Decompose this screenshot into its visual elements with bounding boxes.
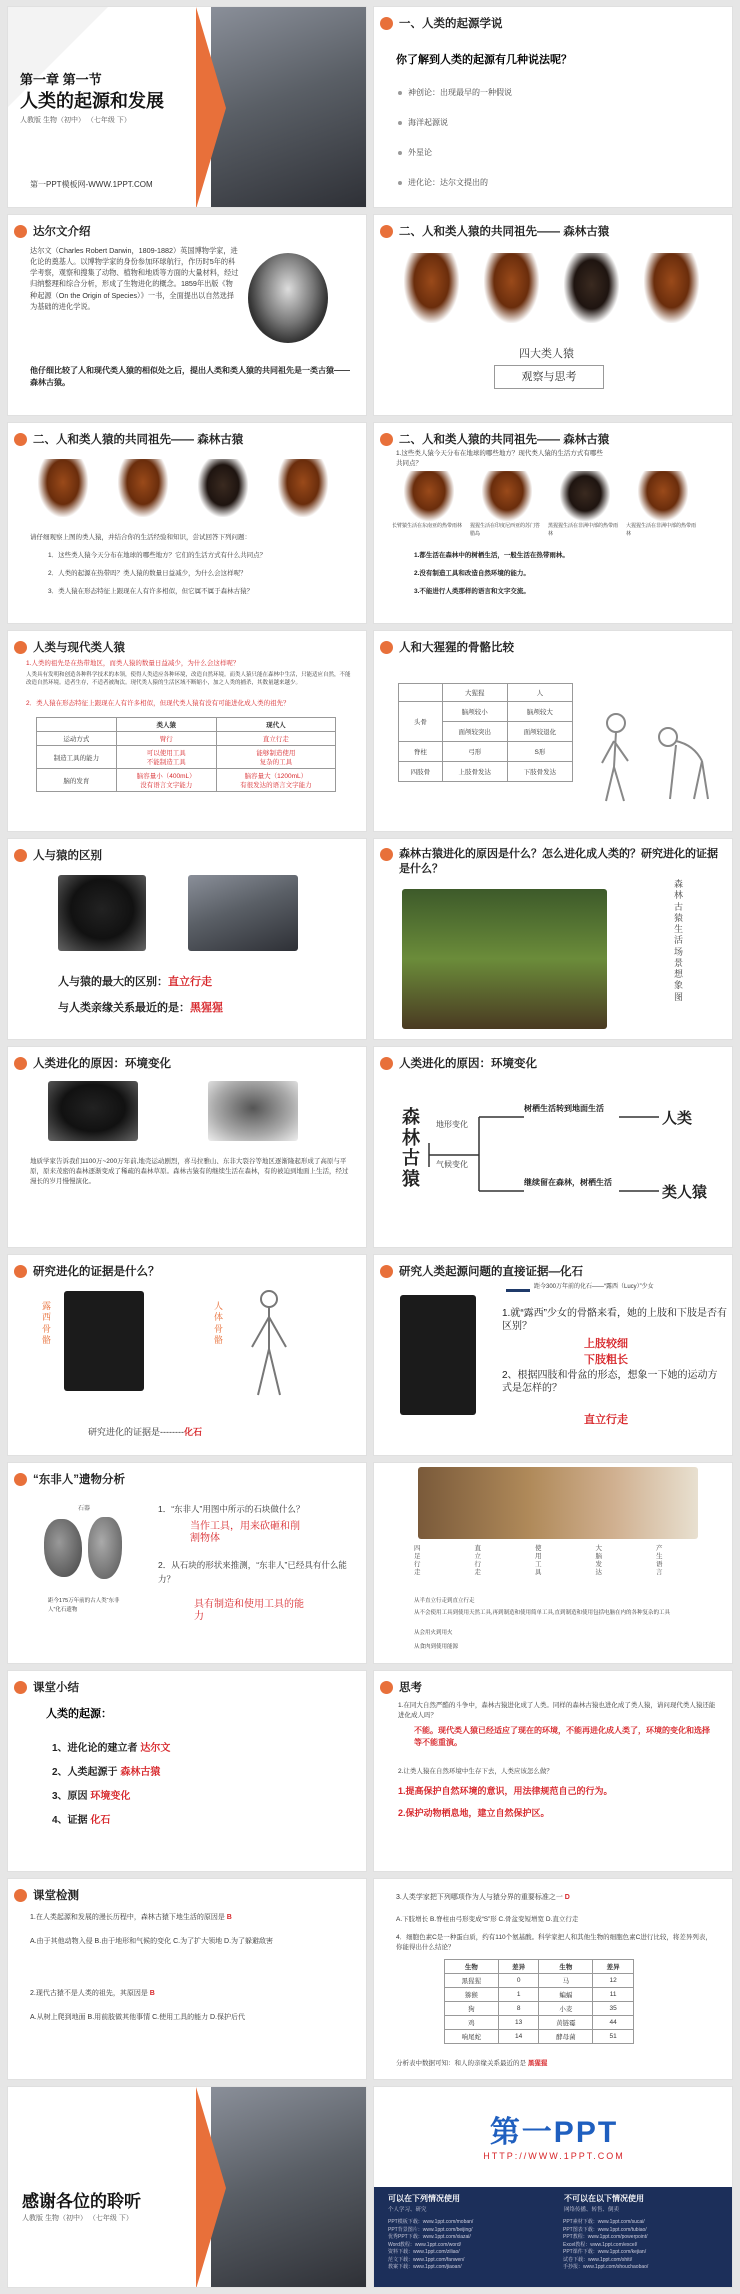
humans-result: 人类: [662, 1110, 693, 1127]
bullet-dot-icon: [14, 641, 27, 654]
man-photo: [188, 875, 298, 951]
slide-evolution-tree[interactable]: [373, 1046, 733, 1248]
slide-quiz-2[interactable]: [373, 1878, 733, 2080]
quiz-question-1: 1.在人类起源和发展的漫长历程中，森林古猿下地生活的原因是 B: [30, 1914, 232, 1921]
bullet-dot-icon: [14, 1057, 27, 1070]
climate-change: 气候变化: [436, 1160, 468, 1169]
quiz-question-2: 2.现代古猿不是人类的祖先，其原因是 B: [30, 1990, 155, 1997]
stone-tool-1: [44, 1519, 82, 1577]
slide-skeleton-compare[interactable]: [373, 630, 733, 832]
info-panel: [374, 2187, 733, 2288]
quiz-options-2: A.从树上爬到地面 B.用前肢做其他事情 C.使用工具的能力 D.保护后代: [30, 2014, 246, 2021]
analysis-answer: 黑猩猩: [527, 2060, 548, 2067]
answer-2: 1.提高保护自然环境的意识，用法律规范自己的行为。: [398, 1786, 613, 1796]
bullet-dot-icon: [380, 1265, 393, 1278]
relative-answer: 黑猩猩: [190, 1002, 223, 1014]
list-item: 神创论：出现最早的一种假说: [398, 87, 512, 98]
evidence-answer: 化石: [183, 1427, 202, 1437]
stage-label: 使用工具: [535, 1545, 542, 1577]
intro-text: 请仔细观察上图的类人猿，并结合你的生活经验和知识，尝试回答下列问题：: [30, 534, 251, 541]
slide-heading: 思考: [380, 1679, 422, 1695]
resource-link[interactable]: PPT教程：www.1ppt.com/powerpoint/: [563, 2234, 648, 2240]
ape-caption: 四大类人猿: [519, 348, 574, 360]
stage-note: 从食肉到使用能源: [414, 1644, 459, 1650]
stage-note: 从不会使用工具到使用天然工具,再到制造和使用简单工具,直到制造和使用包括电脑在内的各种复杂的工具: [414, 1610, 671, 1616]
lucy-label: 露西骨骼: [42, 1301, 52, 1345]
slide-heading: 研究进化的证据是什么？: [14, 1263, 160, 1279]
chimpanzee-image: [564, 253, 619, 323]
forbidden-text: 网络传播、转售、倒卖: [564, 2207, 620, 2213]
stage-label: 直立行走: [474, 1545, 481, 1577]
allowed-text: 个人学习、研究: [388, 2207, 427, 2213]
question-1: 1．“东非人”用图中所示的石块做什么？: [158, 1504, 305, 1514]
human-label: 人体骨骼: [214, 1301, 224, 1345]
orangutan-image: [118, 459, 168, 517]
slide-heading: 二、人和类人猿的共同祖先—— 森林古猿: [14, 431, 243, 447]
question-2: 2、根据四肢和骨盆的形态，想象一下她的运动方式是怎样的？: [502, 1370, 718, 1394]
quiz-question-3: 3.人类学家把下列哪项作为人与猿分界的重要标准之一 D: [396, 1894, 570, 1901]
slide-evidence[interactable]: [7, 1254, 367, 1456]
answer-1: 1.都生活在森林中的树栖生活，一般生活在热带雨林。: [414, 552, 569, 559]
slide-heading: 课堂小结: [14, 1679, 79, 1695]
street-photo: [211, 2087, 366, 2288]
resource-link[interactable]: 教案下载：www.1ppt.com/jiaoan/: [388, 2264, 462, 2270]
stage-label: 大脑发达: [595, 1545, 602, 1577]
orangutan-image: [484, 253, 539, 323]
stage-labels: [414, 1545, 664, 1578]
summary-subtitle: 人类的起源：: [46, 1708, 112, 1720]
chimpanzee-photo: [58, 875, 146, 951]
chimpanzee-image: [198, 459, 248, 517]
slide-heading: 人和大猩猩的骨骼比较: [380, 639, 514, 655]
subtitle: 人教版 生物（初中） （七年级 下）: [22, 2215, 133, 2222]
slide-heading: 二、人和类人猿的共同祖先—— 森林古猿: [380, 431, 609, 447]
site-url[interactable]: HTTP://WWW.1PPT.COM: [483, 2151, 625, 2161]
gorilla-image: [644, 253, 699, 323]
subtitle: 人教版 生物（初中） （七年级 下）: [20, 117, 131, 124]
darwin-conclusion: 他仔细比较了人和现代类人猿的相似处之后，提出人类和类人猿的共同祖先是一类古猿——森林古猿。: [30, 366, 350, 388]
slide-copyright[interactable]: [373, 2086, 733, 2288]
quiz-answer-1: B: [226, 1914, 232, 1921]
gorilla-image: [638, 471, 688, 521]
intro-text: 1.这些类人猿今天分布在地球的哪些地方？现代类人猿的生活方式有哪些共同点？: [396, 450, 603, 468]
answer-upright: 直立行走: [584, 1414, 628, 1426]
thanks-title: 感谢各位的聆听: [22, 2192, 141, 2211]
quiz-answer-3: D: [564, 1894, 570, 1901]
site-logo: 第一PPT: [489, 2116, 619, 2149]
resource-link[interactable]: 手抄报：www.1ppt.com/shouchaobao/: [563, 2264, 649, 2270]
ape-caption: 猩猩生活在印度尼西亚的苏门答腊岛: [470, 523, 541, 537]
stage-label: 四足行走: [414, 1545, 421, 1577]
ape-photo-1: [48, 1081, 138, 1141]
bullet-dot-icon: [14, 225, 27, 238]
difference-answer: 直立行走: [168, 976, 212, 988]
slide-heading: 人类进化的原因：环境变化: [14, 1055, 171, 1071]
slide-heading: 二、人和类人猿的共同祖先—— 森林古猿: [380, 223, 609, 239]
logo-area: [374, 2087, 733, 2187]
slide-heading: 课堂检测: [14, 1887, 79, 1903]
slide-human-vs-ape[interactable]: [7, 630, 367, 832]
forest-ape-scene: [402, 889, 607, 1029]
terrain-change: 地形变化: [436, 1120, 468, 1129]
resource-link[interactable]: 优秀PPT下载：www.1ppt.com/xiazai/: [388, 2234, 471, 2240]
human-skeleton-icon: [244, 1289, 294, 1399]
tree-life: 继续留在森林，树栖生活: [524, 1178, 612, 1187]
question-2: 2.让类人猿在自然环境中生存下去，人类应该怎么做？: [398, 1768, 553, 1775]
stage-note: 从半直立行走到直立行走: [414, 1598, 475, 1604]
question-1: 1．这些类人猿今天分布在地球的哪些地方？它们的生活方式有什么共同点？: [48, 552, 267, 559]
ape-photo-2: [208, 1081, 298, 1141]
slide-think[interactable]: [373, 1670, 733, 1872]
question-1: 1.人类的祖先是在热带地区，而类人猿的数量日益减少，为什么会这样呢？: [26, 660, 240, 667]
question: 你了解到人类的起源有几种说法呢？: [396, 54, 572, 66]
answer-paragraph: 人类具有发明和创造各种科学技术的本领，使得人类适应各种环境，改造自然环境。而类人猿只能在森林中生活，只能适应自然，不能改造自然环境。适者生存，不适者被淘汰。现代类人猿的生活区域不断缩小，加之人类的捕杀，其数量越来越少。: [26, 672, 351, 687]
stage-label: 产生语言: [656, 1545, 663, 1577]
skeleton-illustration: [584, 701, 724, 811]
skeleton-table: 大猩猩 人 头骨 脑颅较小 脑颅较大 面颅较突出 面颅较退化 脊柱 弓形 S形 四肢骨 上肢骨发达 下肢骨发达: [398, 683, 573, 782]
geology-text: 地质学家告诉我们1100万~200万年前,地壳运动剧烈，喜马拉雅山、东非大裂谷等地区逐渐隆起形成了高原与平原，原来茂密的森林逐渐变成了稀疏的森林草原。森林古猿有的继续生活在森林，有的被迫到地面上生活，经过漫长的岁月慢慢演化。: [30, 1158, 349, 1186]
summary-item: 2、人类起源于 森林古猿: [52, 1767, 161, 1778]
slide-title[interactable]: [7, 6, 367, 208]
question-2: 2．人类的起源在热带吗？类人猿的数量日益减少，为什么会这样呢？: [48, 570, 247, 577]
resource-link[interactable]: PPT素材下载：www.1ppt.com/sucai/: [563, 2219, 645, 2225]
footer-text: 第一PPT模板网-WWW.1PPT.COM: [30, 180, 153, 189]
arrow-decoration: [196, 7, 226, 208]
ape-caption: 长臂猿生活在东南亚的热带雨林: [392, 523, 463, 529]
question-3: 3．类人猿在形态特征上跟现在人有许多相似，但它属不属于森林古猿？: [48, 588, 254, 595]
bullet-dot-icon: [380, 1681, 393, 1694]
stone-tool-caption: 石器: [78, 1506, 91, 1512]
slide-evolution-stages[interactable]: [373, 1462, 733, 1664]
slide-heading: 人类与现代类人猿: [14, 639, 125, 655]
answer-2: 具有制造和使用工具的能力: [194, 1599, 304, 1622]
bullet-dot-icon: [380, 848, 393, 861]
street-photo: [211, 7, 366, 208]
slide-heading: 人类进化的原因：环境变化: [380, 1055, 537, 1071]
observe-button[interactable]: 观察与思考: [494, 365, 604, 389]
slide-origin-theories[interactable]: [373, 6, 733, 208]
slide-apes-questions[interactable]: [7, 422, 367, 624]
resource-link[interactable]: 试卷下载：www.1ppt.com/shiti/: [563, 2256, 633, 2263]
stage-note: 从会用火到用火: [414, 1630, 453, 1636]
ground-life: 树栖生活转到地面生活: [524, 1104, 604, 1113]
resource-link[interactable]: 范文下载：www.1ppt.com/fanwen/: [388, 2256, 465, 2263]
lesson-title: 人类的起源和发展: [20, 91, 164, 111]
answer-1: 不能。现代类人猿已经适应了现在的环境，不能再进化成人类了，环境的变化和选择等不能重演。: [414, 1726, 710, 1748]
bullet-dot-icon: [380, 641, 393, 654]
fossil-legend: 距今300万年前的化石——“露西（Lucy）”少女: [534, 1284, 654, 1290]
bullet-dot-icon: [380, 17, 393, 30]
bullet-dot-icon: [14, 1681, 27, 1694]
resource-link[interactable]: Word教程：www.1ppt.com/word/: [388, 2241, 461, 2248]
slide-heading: 一、人类的起源学说: [380, 15, 503, 31]
answer-2: 2.没有制造工具和改造自然环境的能力。: [414, 570, 530, 577]
stone-tool-2: [88, 1517, 122, 1579]
quiz-options-1: A.由于其他动物入侵 B.由于地形和气候的变化 C.为了扩大领地 D.为了躲避敌害: [30, 1938, 274, 1945]
summary-item: 3、原因 环境变化: [52, 1791, 131, 1802]
bullet-dot-icon: [380, 225, 393, 238]
apes-result: 类人猿: [662, 1184, 708, 1201]
answer-upper-limb: 上肢较细: [584, 1338, 628, 1350]
resource-link[interactable]: 资料下载：www.1ppt.com/ziliao/: [388, 2249, 460, 2255]
resource-link[interactable]: PPT模板下载：www.1ppt.com/moban/: [388, 2219, 474, 2225]
summary-item: 4、证据 化石: [52, 1815, 111, 1826]
cytochrome-table: 生物 差异 生物 差异 黑猩猩 0 马 12 猕猴 1 蝙蝠 11 狗 8 小麦 35 鸡 13 黄链霉 44 响尾蛇 14 酵母菌 51: [444, 1959, 634, 2044]
ape-caption: 大猩猩生活在非洲中部的热带雨林: [626, 523, 697, 537]
resource-links: [388, 2219, 728, 2272]
slide-environment-change[interactable]: [7, 1046, 367, 1248]
slide-human-ape-difference[interactable]: [7, 838, 367, 1040]
scene-caption: 森林古猿生活场景想象图: [674, 879, 684, 1002]
bullet-dot-icon: [14, 433, 27, 446]
summary-item: 1、进化论的建立者 达尔文: [52, 1743, 171, 1754]
question-2: 2．类人猿在形态特征上跟现在人有许多相似，但现代类人猿有没有可能进化成人类的祖先？: [26, 700, 290, 707]
bullet-dot-icon: [380, 433, 393, 446]
slide-fossil-lucy[interactable]: [373, 1254, 733, 1456]
quiz-answer-2: B: [149, 1990, 155, 1997]
arrow-decoration: [196, 2087, 226, 2288]
bullet-dot-icon: [14, 1889, 27, 1902]
question-1: 1.就“露西”少女的骨骼来看，她的上肢和下肢是否有区别？: [502, 1308, 727, 1332]
lucy-fossil-photo: [400, 1295, 476, 1415]
list-item: 进化论：达尔文提出的: [398, 177, 488, 188]
forbidden-heading: 不可以在以下情况使用: [564, 2194, 644, 2203]
slide-apes-answers[interactable]: [373, 422, 733, 624]
analysis-line: 分析表中数据可知：和人的亲缘关系最近的是 黑猩猩: [396, 2060, 548, 2067]
forest-ape-root: 森林古猿: [402, 1107, 420, 1190]
list-item: 海洋起源说: [398, 117, 448, 128]
slide-heading: 森林古猿进化的原因是什么？怎么进化成人类的？研究进化的证据是什么？: [380, 847, 720, 877]
evidence-line: 研究进化的证据是--------化石: [88, 1427, 202, 1437]
resource-link[interactable]: PPT课件下载：www.1ppt.com/kejian/: [563, 2249, 647, 2255]
question-2: 2．从石块的形状来推测，“东非人”已经具有什么能力？: [158, 1560, 347, 1584]
slide-heading: “东非人”遗物分析: [14, 1471, 125, 1487]
chapter-title: 第一章 第一节: [20, 72, 102, 87]
slide-heading: 达尔文介绍: [14, 223, 91, 239]
resource-link[interactable]: PPT背景图片：www.1ppt.com/beijing/: [388, 2226, 473, 2233]
gibbon-image: [404, 471, 454, 521]
bullet-dot-icon: [14, 849, 27, 862]
darwin-portrait: [248, 253, 328, 343]
legend-bar: [506, 1289, 530, 1292]
comparison-table: 类人猿 现代人 运动方式 臂行 直立行走 制造工具的能力 可以使用工具 不能制造工具 能够制造使用 复杂的工具 脑的发育 脑容量小（400mL） 没有语言文字能力 脑容量大（1200mL） 有很发达的语言文字能力: [36, 717, 336, 792]
slide-thanks[interactable]: [7, 2086, 367, 2288]
slide-evolution-question[interactable]: [373, 838, 733, 1040]
resource-link[interactable]: PPT图表下载：www.1ppt.com/tubiao/: [563, 2226, 647, 2233]
slide-four-apes[interactable]: [373, 214, 733, 416]
answer-3: 3.不能进行人类那样的语言和文字交流。: [414, 588, 530, 595]
fossil-caption: 距今175万年前的古人类“东非人”化石遗物: [48, 1598, 120, 1613]
allowed-heading: 可以在下列情况使用: [388, 2194, 460, 2203]
resource-link[interactable]: Excel教程：www.1ppt.com/excel/: [563, 2241, 638, 2248]
bullet-dot-icon: [14, 1265, 27, 1278]
evolution-march-image: [418, 1467, 698, 1539]
answer-1: 当作工具，用来砍砸和削割物体: [190, 1521, 300, 1544]
lucy-skeleton-photo: [64, 1291, 144, 1391]
list-item: 外星论: [398, 147, 432, 158]
difference-line: 人与猿的最大的区别：直立行走: [58, 976, 212, 988]
darwin-bio: 达尔文（Charles Robert Darwin，1809-1882）英国博物学家，进化论的奠基人。以博物学家的身份参加环球航行，作历时5年的科学考察，观察和搜集了动物、植物和地质等方面的大量材料，经过归纳整理和综合分析，形成了生物进化的概念。1859年出版《物种起源（On the Origin of Species）》一书，全面提出以自然选择为基础的进化学说。: [30, 246, 239, 311]
gibbon-image: [404, 253, 459, 323]
quiz-question-4: 4．细胞色素C是一种蛋白质，约有110个氨基酸。科学家把人和其他生物的细胞色素C进行比较，将差异列表，你能得出什么结论？: [396, 1934, 712, 1952]
slide-summary[interactable]: [7, 1670, 367, 1872]
ape-caption: 黑猩猩生活在非洲中部的热带雨林: [548, 523, 619, 537]
answer-3: 2.保护动物栖息地，建立自然保护区。: [398, 1808, 550, 1818]
answer-lower-limb: 下肢粗长: [584, 1354, 628, 1366]
slide-east-africa-man[interactable]: [7, 1462, 367, 1664]
chimpanzee-image: [560, 471, 610, 521]
gorilla-image: [278, 459, 328, 517]
quiz-options-3: A.下肢增长 B.脊柱由弓形变成“S”形 C.骨盆变短增宽 D.直立行走: [396, 1916, 579, 1923]
question-1: 1.在同大自然严酷的斗争中，森林古猿进化成了人类。同样的森林古猿也进化成了类人猿，请问现代类人猿还能进化成人吗？: [398, 1702, 716, 1720]
relative-line: 与人类亲缘关系最近的是：黑猩猩: [58, 1002, 223, 1014]
slide-quiz-1[interactable]: [7, 1878, 367, 2080]
bullet-dot-icon: [14, 1473, 27, 1486]
gibbon-image: [38, 459, 88, 517]
orangutan-image: [482, 471, 532, 521]
slide-heading: 人与猿的区别: [14, 847, 102, 863]
tree-lines: [374, 1047, 733, 1248]
slide-heading: 研究人类起源问题的直接证据—化石: [380, 1263, 583, 1279]
slide-darwin[interactable]: [7, 214, 367, 416]
